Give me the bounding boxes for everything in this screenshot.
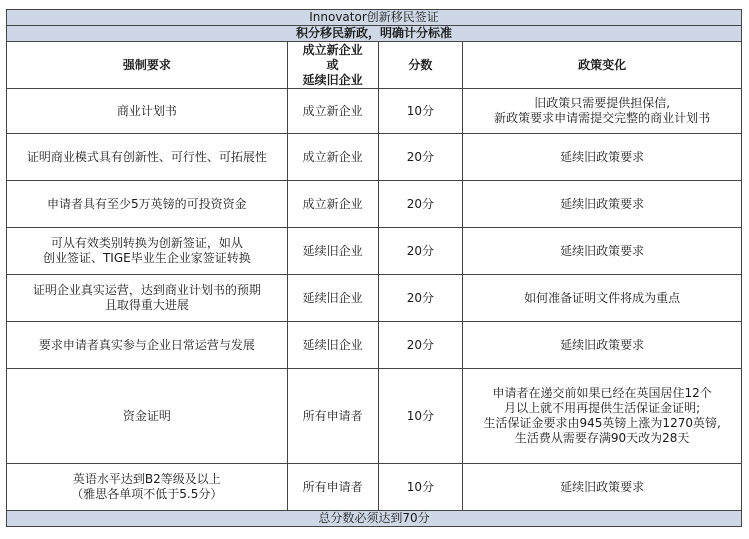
type-cell: 所有申请者 <box>287 369 378 464</box>
change-cell <box>463 275 742 322</box>
table-row <box>7 275 742 322</box>
table-row <box>7 369 742 464</box>
score-cell: 10分 <box>378 89 463 134</box>
requirement-cell-line: 英语水平达到B2等级及以上 <box>72 472 221 486</box>
table-row <box>7 464 742 511</box>
requirement-cell-line: 证明企业真实运营，达到商业计划书的预期 <box>32 283 261 297</box>
header-type-line: 或 <box>326 57 339 72</box>
change-cell <box>463 228 742 275</box>
score-cell: 20分 <box>378 322 463 369</box>
header-score: 分数 <box>378 42 463 89</box>
change-cell <box>463 464 742 511</box>
change-cell <box>463 181 742 228</box>
type-cell: 延续旧企业 <box>287 228 378 275</box>
table-row <box>7 181 742 228</box>
table-row <box>7 89 742 134</box>
change-cell-line: 延续旧政策要求 <box>560 479 645 494</box>
header-type-line: 成立新企业 <box>302 42 363 57</box>
requirement-cell-line: 且取得重大进展 <box>104 298 189 312</box>
requirement-cell <box>7 89 288 134</box>
requirement-cell-line: （雅思各单项不低于5.5分） <box>71 487 223 501</box>
requirement-cell <box>7 369 288 464</box>
type-cell: 成立新企业 <box>287 89 378 134</box>
table-row <box>7 228 742 275</box>
header-requirement: 强制要求 <box>7 42 288 89</box>
requirement-cell <box>7 464 288 511</box>
change-cell-line: 生活费从需要存满90天改为28天 <box>514 431 690 445</box>
page-subtitle: 积分移民新政，明确计分标准 <box>6 25 742 41</box>
score-cell: 20分 <box>378 275 463 322</box>
header-change: 政策变化 <box>463 42 742 89</box>
type-cell: 延续旧企业 <box>287 322 378 369</box>
change-cell-line: 月以上就不用再提供生活保证金证明; <box>504 401 701 415</box>
change-cell-line: 如何准备证明文件将成为重点 <box>524 290 681 305</box>
score-cell: 20分 <box>378 134 463 181</box>
score-cell: 20分 <box>378 181 463 228</box>
score-cell: 10分 <box>378 369 463 464</box>
header-type <box>287 42 378 89</box>
type-cell: 所有申请者 <box>287 464 378 511</box>
footer-note: 总分数必须达到70分 <box>6 511 742 527</box>
change-cell-line: 延续旧政策要求 <box>560 337 645 352</box>
type-cell: 成立新企业 <box>287 134 378 181</box>
table-row <box>7 134 742 181</box>
score-cell: 10分 <box>378 464 463 511</box>
change-cell <box>463 322 742 369</box>
change-cell-line: 生活保证金要求由945英镑上涨为1270英镑, <box>483 416 721 430</box>
requirement-cell-line: 要求申请者真实参与企业日常运营与发展 <box>38 337 255 352</box>
policy-table-container <box>6 9 742 527</box>
change-cell-line: 旧政策只需要提供担保信, <box>534 96 671 110</box>
header-type-line: 延续旧企业 <box>302 72 363 87</box>
change-cell-line: 新政策要求申请需提交完整的商业计划书 <box>494 111 711 125</box>
change-cell <box>463 89 742 134</box>
requirement-cell <box>7 134 288 181</box>
score-cell: 20分 <box>378 228 463 275</box>
change-cell-line: 延续旧政策要求 <box>560 243 645 258</box>
change-cell <box>463 134 742 181</box>
change-cell-line: 申请者在递交前如果已经在英国居住12个 <box>492 386 712 400</box>
requirement-cell-line: 创业签证、TIGE毕业生企业家签证转换 <box>42 251 251 265</box>
requirement-cell <box>7 228 288 275</box>
change-cell <box>463 369 742 464</box>
table-header-row <box>7 42 742 89</box>
type-cell: 成立新企业 <box>287 181 378 228</box>
change-cell-line: 延续旧政策要求 <box>560 149 645 164</box>
page-title: Innovator创新移民签证 <box>6 9 742 25</box>
change-cell-line: 延续旧政策要求 <box>560 196 645 211</box>
requirement-cell <box>7 275 288 322</box>
requirement-cell <box>7 322 288 369</box>
requirement-cell-line: 可从有效类别转换为创新签证，如从 <box>50 236 243 250</box>
requirement-cell <box>7 181 288 228</box>
requirement-cell-line: 证明商业模式具有创新性、可行性、可拓展性 <box>26 149 267 164</box>
requirement-cell-line: 资金证明 <box>122 408 171 423</box>
requirement-cell-line: 申请者具有至少5万英镑的可投资资金 <box>47 196 247 211</box>
requirement-cell-line: 商业计划书 <box>116 103 177 118</box>
type-cell: 延续旧企业 <box>287 275 378 322</box>
policy-table <box>6 41 742 511</box>
table-row <box>7 322 742 369</box>
